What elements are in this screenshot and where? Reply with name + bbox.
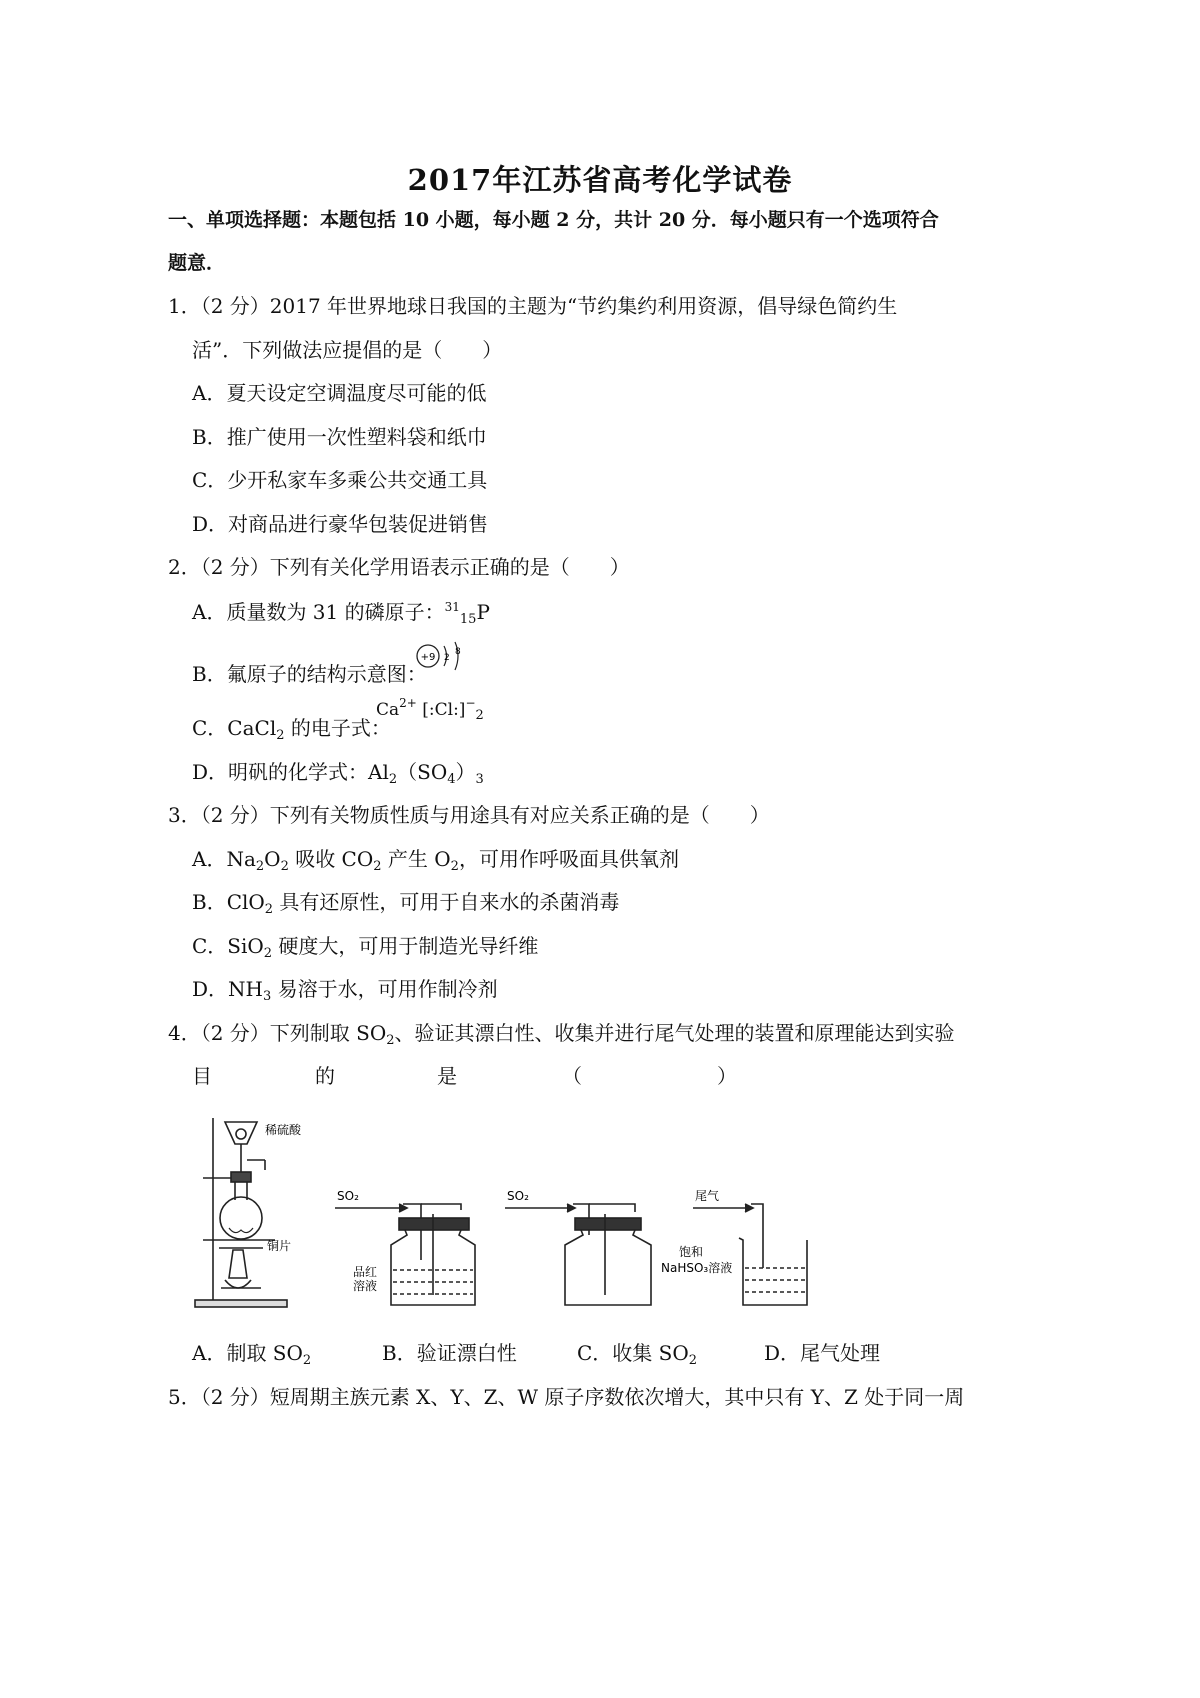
q2-d-sub3: 3	[475, 772, 484, 787]
q3-option-a	[192, 843, 679, 874]
label-so2-b: SO₂	[337, 1189, 359, 1203]
cacl2-cl-sub: 2	[475, 708, 484, 723]
q2-a-atomic-number: 15	[459, 612, 477, 627]
label-copper: 铜片	[267, 1239, 292, 1253]
q3-option-d	[192, 973, 498, 1004]
cacl2-ca: Ca	[376, 700, 400, 720]
q4-stem-word5: ）	[717, 1064, 737, 1088]
q3-c-p3: 硬度大，可用于制造光导纤维	[272, 934, 539, 958]
q1-option-a: A．夏天设定空调温度尽可能的低	[192, 381, 487, 405]
q2-c-text: C．CaCl	[192, 716, 277, 740]
q3-a-p2: 2	[255, 859, 265, 874]
q2-d-sub1: 2	[388, 772, 398, 787]
q3-option-c	[192, 930, 538, 961]
f-shell1: 2	[444, 653, 450, 663]
q3-a-p6: 2	[373, 859, 382, 874]
cacl2-ca-charge: 2+	[399, 696, 417, 710]
q3-d-p3: 易溶于水，可用作制冷剂	[271, 977, 498, 1001]
q3-b-p3: 具有还原性，可用于自来水的杀菌消毒	[273, 890, 620, 914]
q3-stem: 3．（2 分）下列有关物质性质与用途具有对应关系正确的是（ ）	[168, 803, 770, 827]
q2-a-text: A．质量数为 31 的磷原子：	[192, 600, 445, 624]
q2-option-c	[192, 712, 391, 743]
q2-c-suffix: 的电子式：	[284, 716, 391, 740]
q4-c-sub: 2	[688, 1353, 698, 1368]
q4-stem-word2: 的	[315, 1064, 335, 1088]
q1-option-d: D．对商品进行豪华包装促进销售	[192, 512, 489, 536]
q2-stem: 2．（2 分）下列有关化学用语表示正确的是（ ）	[168, 555, 630, 579]
q4-option-c	[577, 1337, 697, 1368]
label-baohe: 饱和	[679, 1245, 704, 1259]
q4-a-text: A．制取 SO	[192, 1341, 303, 1365]
apparatus-a-generator	[195, 1118, 287, 1307]
cacl2-electron-formula	[376, 696, 484, 723]
q4-option-b: B．验证漂白性	[382, 1341, 517, 1365]
q3-b-p2: 2	[264, 902, 274, 917]
q3-option-b	[192, 886, 619, 917]
q2-a-mass: 31	[444, 600, 460, 614]
f-shell2: 8	[455, 647, 461, 657]
fluorine-structure-diagram	[414, 638, 474, 674]
label-nahso3: NaHSO₃溶液	[661, 1261, 733, 1275]
q4-stem-word3: 是	[437, 1064, 457, 1088]
q4-stem-line1	[168, 1017, 955, 1048]
q4-stem-word4: （	[562, 1064, 582, 1088]
q3-a-p9: ，可用作呼吸面具供氧剂	[458, 847, 679, 871]
q4-option-a	[192, 1337, 311, 1368]
q1-stem-line1: 1．（2 分）2017 年世界地球日我国的主题为“节约集约利用资源，倡导绿色简约生	[168, 294, 898, 318]
q3-a-p5: 吸收 CO	[288, 847, 374, 871]
q2-d-text: D．明矾的化学式：Al	[192, 760, 389, 784]
q1-stem-line2: 活”．下列做法应提倡的是（ ）	[192, 338, 503, 362]
q1-option-c: C．少开私家车多乘公共交通工具	[192, 468, 488, 492]
q2-d-sub2: 4	[447, 772, 456, 787]
q2-option-a	[192, 596, 490, 627]
label-weiqi: 尾气	[695, 1189, 720, 1203]
q4-option-d: D．尾气处理	[764, 1341, 881, 1365]
q3-a-p7: 产生 O	[381, 847, 451, 871]
q2-option-d	[192, 756, 484, 787]
q2-c-sub: 2	[276, 728, 285, 743]
q1-option-b: B．推广使用一次性塑料袋和纸巾	[192, 425, 487, 449]
q2-d-end: ）	[455, 760, 476, 784]
q2-option-b: B．氟原子的结构示意图：	[192, 662, 427, 686]
label-pinhong-2: 溶液	[353, 1279, 378, 1293]
q4-line1-b: 2	[386, 1033, 395, 1048]
q3-d-p2: 3	[262, 989, 272, 1004]
q3-a-p8: 2	[450, 859, 459, 874]
label-acid: 稀硫酸	[265, 1123, 302, 1137]
section-heading-line2: 题意．	[168, 252, 226, 274]
q3-d-p1: D．NH	[192, 977, 263, 1001]
q5-stem-line1: 5．（2 分）短周期主族元素 X、Y、Z、W 原子序数依次增大，其中只有 Y、Z 处于同一周	[168, 1385, 965, 1409]
q3-a-p3: O	[264, 847, 281, 871]
q4-line1-c: 、验证其漂白性、收集并进行尾气处理的装置和原理能达到实验	[394, 1021, 955, 1045]
q3-c-p2: 2	[263, 946, 273, 961]
cacl2-cl-charge: −	[465, 696, 476, 710]
q3-c-p1: C．SiO	[192, 934, 264, 958]
section-heading-line1: 一、单项选择题：本题包括 10 小题，每小题 2 分，共计 20 分．每小题只有一个选项符合	[168, 209, 939, 231]
f-nucleus: +9	[420, 652, 436, 663]
q3-a-p1: A．Na	[192, 847, 256, 871]
label-so2-c: SO₂	[507, 1189, 529, 1203]
cacl2-cl: [:Cl:]	[422, 700, 466, 720]
q4-line1-a: 4．（2 分）下列制取 SO	[168, 1021, 387, 1045]
q4-c-text: C．收集 SO	[577, 1341, 689, 1365]
label-pinhong-1: 品红	[353, 1265, 378, 1279]
q2-d-mid: （SO	[397, 760, 448, 784]
apparatus-d-beaker	[693, 1204, 807, 1305]
q2-a-symbol: P	[476, 600, 490, 624]
page-title: 2017年江苏省高考化学试卷	[407, 163, 793, 197]
q4-apparatus-figure	[185, 1100, 825, 1315]
q3-a-p4: 2	[280, 859, 289, 874]
q4-stem-word1: 目	[192, 1064, 212, 1088]
apparatus-c-collection-bottle	[505, 1204, 651, 1305]
q3-b-p1: B．ClO	[192, 890, 265, 914]
q4-a-sub: 2	[302, 1353, 312, 1368]
